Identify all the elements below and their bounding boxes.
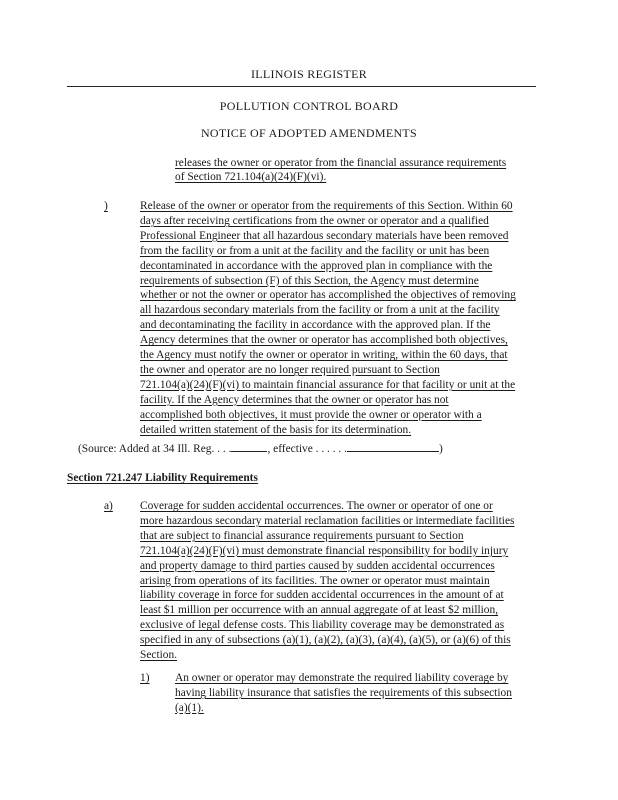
section-title: Section 721.247 Liability Requirements [67,472,258,484]
para-a-line: 721.104(a)(24)(F)(vi) must demonstrate financial responsibility for bodily injury [140,544,509,557]
para-j-line: detailed written statement of the basis for its determination. [140,423,412,436]
register-title: ILLINOIS REGISTER [250,67,368,81]
para-a1-label: 1) [140,672,150,684]
para-j-line: facility. If the Agency determines that the owner or operator has not [140,393,449,406]
source-reg-blank [231,441,267,452]
para-j-line: days after receiving certifications from the owner or operator and a qualified [140,214,489,227]
para-j-line: Professional Engineer that all hazardous secondary materials have been removed [140,229,509,242]
source-effective: , effective [267,443,313,455]
para-a1-line: having liability insurance that satisfies the requirements of this subsection [175,686,512,699]
para-j-label: ) [104,200,108,212]
para-a-line: and property damage to third parties caused by sudden accidental occurrences [140,559,495,572]
source-date-dots: . . . . . . [315,443,347,455]
para-a-line: arising from operations of its facilities. The owner or operator must maintain [140,574,490,587]
source-note [78,441,443,457]
para-a-line: liability coverage in force for sudden accidental occurrences in the amount of at [140,589,504,602]
para-j-line: all hazardous secondary materials from the facility or from a unit at the facility [140,304,500,317]
notice-title: NOTICE OF ADOPTED AMENDMENTS [200,126,418,140]
para-j-line: the Agency must notify the owner or operator in writing, within the 60 days, that [140,349,508,361]
para-j-line: requirements of subsection (F) of this Section, the Agency must determine [140,274,479,287]
para-a-line: Coverage for sudden accidental occurrences. The owner or operator of one or [140,500,493,512]
source-reg-dots: . . . [217,443,232,455]
para-a-line: Section. [140,649,178,661]
para-j-line: from the facility or from a unit at the facility and the facility or unit has been [140,244,490,257]
para-j-line: accomplished both objectives, it must provide the owner or operator with a [140,408,482,421]
para-j-line: 721.104(a)(24)(F)(vi) to maintain financial assurance for that facility or unit at the [140,378,516,391]
source-date-blank [347,441,439,452]
carryover-line-2: of Section 721.104(a)(24)(F)(vi). [175,171,327,183]
para-a-line: that are subject to financial assurance requirements pursuant to Section [140,529,464,542]
header-rule [67,86,536,87]
source-prefix: (Source: Added at 34 Ill. Reg. [78,443,215,455]
carryover-line-1: releases the owner or operator from the financial assurance requirements [175,157,507,169]
board-title: POLLUTION CONTROL BOARD [219,99,399,113]
para-a-line: least $1 million per occurrence with an annual aggregate of at least $2 million, [140,604,499,617]
para-a1-line: An owner or operator may demonstrate the required liability coverage by [175,672,509,684]
para-a1-line: (a)(1). [175,701,204,714]
para-j-line: decontaminated in accordance with the approved plan in compliance with the [140,259,493,272]
para-j-line: and decontaminating the facility in accordance with the approved plan. If the [140,319,491,332]
para-a-line: exclusive of legal defense costs. This liability coverage may be demonstrated as [140,619,505,632]
para-j-line: Agency determines that the owner or operator has accomplished both objectives, [140,334,508,347]
para-j-line: whether or not the owner or operator has accomplished the objectives of removing [140,289,516,302]
para-a-label: a) [104,500,113,512]
para-a-line: specified in any of subsections (a)(1), (a)(2), (a)(3), (a)(4), (a)(5), or (a)(6) of this [140,634,511,647]
para-j-line: Release of the owner or operator from the requirements of this Section. Within 60 [140,200,513,212]
para-j-line: the owner and operator are no longer required pursuant to Section [140,363,440,376]
para-a-line: more hazardous secondary material reclamation facilities or intermediate facilities [140,514,515,527]
source-suffix: ) [438,443,443,455]
